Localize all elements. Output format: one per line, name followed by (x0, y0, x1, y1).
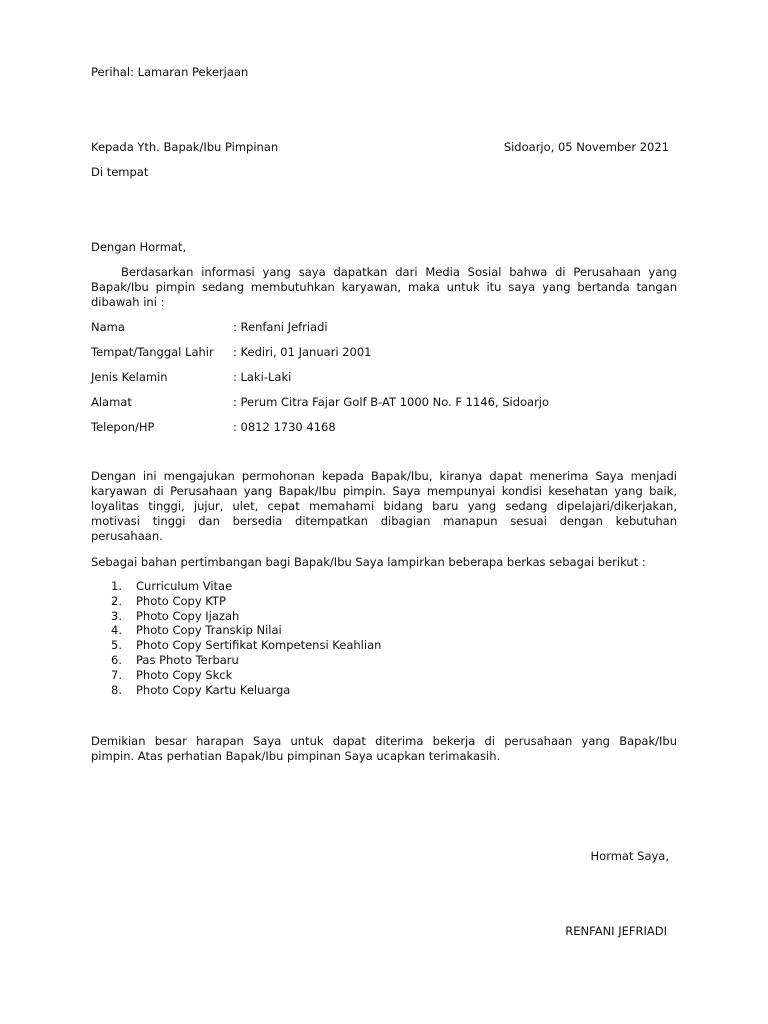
attachments-list (111, 579, 381, 697)
request-line: loyalitas tinggi, jujur, ulet, cepat memahami bidang baru yang sedang dipelajari/dikerjakan, (91, 499, 677, 513)
list-item (111, 579, 381, 594)
list-text: Curriculum Vitae (136, 579, 233, 593)
request-line: perusahaan. (91, 529, 163, 543)
list-text: Photo Copy Kartu Keluarga (136, 682, 291, 697)
request-line: karyawan di Perusahaan yang Bapak/Ibu pimpin. Saya mempunyai kondisi kesehatan yang baik, (91, 484, 677, 498)
list-text: Photo Copy KTP (136, 593, 226, 608)
intro-line: dibawah ini : (91, 295, 165, 309)
recipient-location: Di tempat (91, 165, 149, 179)
list-number: 2. (111, 593, 122, 608)
list-item (111, 623, 381, 638)
list-text: Photo Copy Skck (136, 667, 233, 682)
list-number: 1. (111, 579, 122, 593)
applicant-details (91, 320, 681, 445)
list-number: 7. (111, 667, 122, 682)
place-date: Sidoarjo, 05 November 2021 (503, 140, 669, 154)
detail-row (91, 345, 681, 370)
detail-row (91, 395, 681, 420)
closing-line: Demikian besar harapan Saya untuk dapat diterima bekerja di perusahaan yang Bapak/Ibu (91, 734, 677, 748)
intro-paragraph (91, 265, 677, 310)
closing-paragraph (91, 734, 677, 764)
list-number: 3. (111, 608, 122, 623)
intro-line: Bapak/Ibu pimpin sedang membutuhkan karyawan, maka untuk itu saya yang bertanda tangan (91, 280, 677, 294)
list-number: 6. (111, 652, 122, 667)
detail-value: : Renfani Jefriadi (233, 320, 328, 334)
detail-value: : Laki-Laki (233, 370, 292, 384)
signature-name: RENFANI JEFRIADI (565, 924, 667, 938)
list-item (111, 653, 381, 668)
request-paragraph (91, 469, 677, 544)
list-item (111, 668, 381, 683)
list-number: 5. (111, 638, 122, 653)
signoff: Hormat Saya, (590, 849, 669, 863)
detail-value: : Kediri, 01 Januari 2001 (233, 345, 372, 359)
list-number: 8. (111, 682, 122, 697)
detail-label: Tempat/Tanggal Lahir (91, 345, 214, 359)
detail-label: Alamat (91, 395, 132, 409)
recipient-line: Kepada Yth. Bapak/Ibu Pimpinan (91, 140, 279, 154)
detail-value: : 0812 1730 4168 (233, 420, 336, 434)
detail-row (91, 370, 681, 395)
list-item (111, 594, 381, 609)
detail-row (91, 420, 681, 445)
closing-line: pimpin. Atas perhatian Bapak/Ibu pimpinan Saya ucapkan terimakasih. (91, 749, 501, 763)
list-text: Photo Copy Ijazah (136, 608, 240, 623)
request-line: motivasi tinggi dan bersedia ditempatkan dibagian manapun sesuai dengan kebutuhan (91, 514, 677, 528)
detail-label: Telepon/HP (91, 420, 155, 434)
detail-value: : Perum Citra Fajar Golf B-AT 1000 No. F 1146, Sidoarjo (233, 395, 550, 409)
list-text: Pas Photo Terbaru (136, 652, 239, 667)
list-number: 4. (111, 623, 122, 638)
detail-label: Nama (91, 320, 125, 334)
request-line: Dengan ini mengajukan permohonan kepada Bapak/Ibu, kiranya dapat menerima Saya menjadi (91, 469, 677, 483)
list-item (111, 638, 381, 653)
list-item (111, 683, 381, 698)
detail-label: Jenis Kelamin (91, 370, 168, 384)
detail-row (91, 320, 681, 345)
attachments-intro: Sebagai bahan pertimbangan bagi Bapak/Ibu Saya lampirkan beberapa berkas sebagai berikut : (91, 555, 646, 569)
intro-line: Berdasarkan informasi yang saya dapatkan dari Media Sosial bahwa di Perusahaan yang (121, 265, 677, 279)
subject-line: Perihal: Lamaran Pekerjaan (91, 65, 249, 79)
salutation: Dengan Hormat, (91, 240, 187, 254)
list-text: Photo Copy Transkip Nilai (136, 623, 282, 638)
list-text: Photo Copy Sertifikat Kompetensi Keahlian (136, 638, 382, 653)
list-item (111, 609, 381, 624)
